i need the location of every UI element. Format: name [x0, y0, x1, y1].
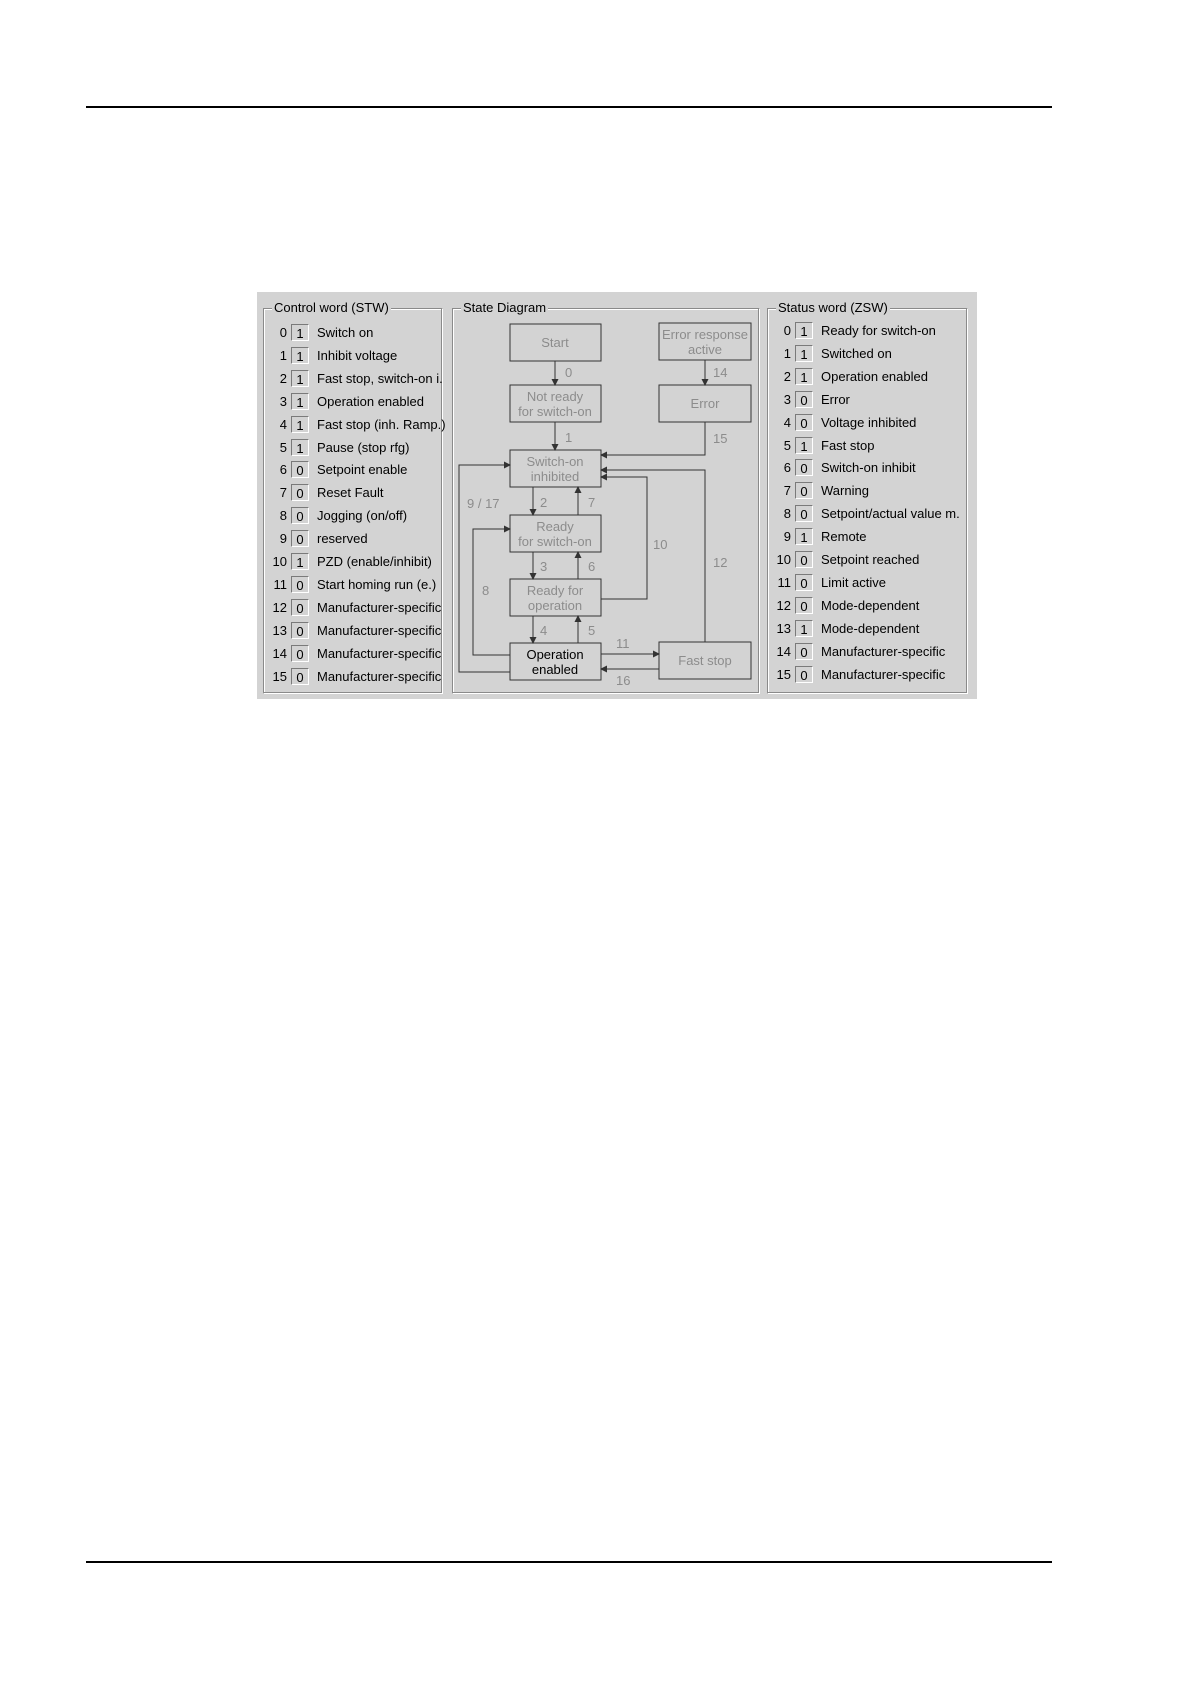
control-word-bit-value: 0 — [291, 645, 309, 662]
status-word-bit-label: Manufacturer-specific — [821, 643, 946, 659]
status-word-bit-value: 1 — [795, 322, 813, 339]
control-word-bit-label: Start homing run (e.) — [317, 576, 437, 592]
control-word-bit-row — [264, 460, 442, 480]
status-word-bit-row — [768, 367, 967, 387]
control-word-bit-number: 5 — [279, 439, 287, 455]
state-not-ready-label-2: for switch-on — [518, 404, 592, 419]
transition-7: 7 — [588, 495, 596, 510]
status-word-bit-label: Switched on — [821, 345, 892, 361]
status-word-bit-label: Switch-on inhibit — [821, 460, 916, 476]
status-word-bit-label: Mode-dependent — [821, 620, 920, 636]
control-word-bit-row — [264, 392, 442, 412]
state-ready-for-switch-on-label-1: Ready — [536, 519, 574, 534]
status-word-bit-number: 13 — [776, 620, 791, 636]
state-start-label: Start — [541, 335, 569, 350]
control-word-bit-value: 0 — [291, 622, 309, 639]
status-word-bit-label: Operation enabled — [821, 368, 928, 384]
control-word-bit-number: 3 — [279, 393, 287, 409]
control-word-bit-row — [264, 621, 442, 641]
transition-14: 14 — [713, 365, 728, 380]
control-word-bit-row — [264, 644, 442, 664]
status-word-bit-row — [768, 344, 967, 364]
bottom-rule — [86, 1561, 1052, 1563]
state-error-response-label-2: active — [688, 342, 722, 357]
status-word-bit-value: 1 — [795, 528, 813, 545]
status-word-bit-value: 0 — [795, 482, 813, 499]
transition-12: 12 — [713, 555, 728, 570]
transition-15: 15 — [713, 431, 728, 446]
status-word-bit-value: 0 — [795, 414, 813, 431]
control-word-bit-label: Switch on — [317, 325, 374, 340]
status-word-bit-number: 3 — [783, 391, 791, 407]
state-switch-on-inhibited-label-1: Switch-on — [526, 454, 584, 469]
state-ready-for-operation-label-1: Ready for — [526, 583, 584, 598]
status-word-bit-label: Ready for switch-on — [821, 323, 936, 338]
status-word-bit-row — [768, 573, 967, 593]
control-word-bit-label: Jogging (on/off) — [317, 508, 408, 524]
control-word-bit-row — [264, 483, 442, 503]
status-word-bit-number: 5 — [783, 437, 791, 453]
status-word-bit-row — [768, 665, 967, 685]
status-word-bit-row — [768, 458, 967, 478]
transition-9-17: 9 / 17 — [467, 496, 500, 511]
state-not-ready-label-1: Not ready — [526, 389, 584, 404]
status-word-bit-row — [768, 390, 967, 410]
control-word-bit-value: 1 — [291, 416, 309, 433]
control-word-bit-number: 11 — [273, 576, 287, 592]
control-word-bit-label: Fast stop (inh. Ramp.) — [317, 416, 446, 432]
status-word-bit-number: 10 — [776, 552, 791, 567]
status-word-bit-value: 0 — [795, 551, 813, 568]
transition-11: 11 — [616, 636, 630, 651]
control-word-bit-value: 0 — [291, 530, 309, 547]
transition-1: 1 — [565, 430, 573, 445]
control-word-bit-label: Pause (stop rfg) — [317, 439, 410, 455]
state-operation-enabled-label-2: enabled — [531, 662, 579, 677]
status-word-bit-value: 1 — [795, 345, 813, 362]
status-word-bit-label: Manufacturer-specific — [821, 666, 946, 682]
status-word-bit-number: 7 — [783, 483, 791, 499]
control-word-bit-row — [264, 323, 442, 343]
status-word-bit-label: Voltage inhibited — [821, 414, 917, 430]
transition-4: 4 — [540, 623, 548, 638]
status-word-bit-value: 0 — [795, 459, 813, 476]
status-word-bit-number: 0 — [783, 323, 791, 338]
transition-8: 8 — [482, 583, 490, 598]
control-word-bit-label: Inhibit voltage — [317, 347, 398, 363]
status-word-bit-label: Remote — [821, 529, 867, 545]
state-diagram-group — [452, 300, 760, 694]
status-word-bit-row — [768, 527, 967, 547]
control-word-bit-label: Manufacturer-specific — [317, 645, 442, 661]
state-ready-for-operation-label-2: operation — [527, 598, 583, 613]
status-word-bit-value: 1 — [795, 437, 813, 454]
control-word-bit-number: 14 — [272, 645, 287, 661]
status-word-bit-label: Setpoint/actual value m. — [821, 506, 960, 522]
control-word-bit-value: 1 — [291, 324, 309, 341]
control-word-bit-label: reserved — [317, 531, 368, 547]
status-word-bit-row — [768, 504, 967, 524]
transition-0: 0 — [565, 365, 573, 380]
transition-2: 2 — [540, 495, 548, 510]
status-word-bit-number: 15 — [776, 666, 791, 682]
drive-status-panel — [257, 292, 977, 699]
state-diagram-title: State Diagram — [463, 300, 547, 315]
control-word-bit-row — [264, 415, 446, 435]
status-word-bit-row — [768, 481, 967, 501]
state-fast-stop-label: Fast stop — [678, 653, 732, 668]
status-word-bit-row — [768, 321, 967, 341]
status-word-title: Status word (ZSW) — [778, 300, 888, 315]
status-word-bit-label: Error — [821, 391, 850, 407]
state-switch-on-inhibited-label-2: inhibited — [530, 469, 580, 484]
control-word-bit-label: Reset Fault — [317, 485, 384, 501]
status-word-bit-label: Limit active — [821, 574, 887, 590]
control-word-group — [263, 300, 446, 694]
control-word-bit-row — [264, 575, 442, 595]
control-word-bit-row — [264, 598, 442, 618]
status-word-bit-number: 2 — [783, 368, 791, 384]
status-word-bit-value: 0 — [795, 597, 813, 614]
top-rule — [86, 106, 1052, 108]
control-word-bit-value: 0 — [291, 484, 309, 501]
status-word-bit-value: 0 — [795, 643, 813, 660]
transition-3: 3 — [540, 559, 548, 574]
transition-6: 6 — [588, 559, 596, 574]
status-word-bit-number: 6 — [783, 460, 791, 476]
status-word-bit-label: Warning — [821, 483, 869, 499]
control-word-bit-number: 2 — [279, 370, 287, 386]
state-operation-enabled-label-1: Operation — [526, 647, 584, 662]
control-word-bit-row — [264, 438, 442, 458]
status-word-bit-row — [768, 596, 967, 616]
status-word-group — [767, 300, 968, 694]
status-word-bit-value: 1 — [795, 620, 813, 637]
control-word-bit-label: Manufacturer-specific — [317, 668, 442, 684]
status-word-bit-value: 1 — [795, 368, 813, 385]
transition-16: 16 — [616, 673, 631, 688]
control-word-bit-label: Manufacturer-specific — [317, 622, 442, 638]
control-word-bit-number: 6 — [279, 462, 287, 478]
state-diagram — [453, 309, 759, 693]
status-word-bit-value: 0 — [795, 505, 813, 522]
control-word-bit-value: 0 — [291, 668, 309, 685]
control-word-bit-value: 1 — [291, 439, 309, 456]
control-word-bit-value: 0 — [291, 599, 309, 616]
transition-10: 10 — [653, 537, 668, 552]
control-word-bit-row — [264, 346, 442, 366]
status-word-bit-number: 8 — [783, 506, 791, 522]
control-word-bit-label: Operation enabled — [317, 393, 424, 409]
status-word-bit-label: Fast stop — [821, 437, 875, 453]
control-word-bit-value: 1 — [291, 370, 309, 387]
state-error-label: Error — [690, 396, 720, 411]
status-word-bit-value: 0 — [795, 391, 813, 408]
transition-5: 5 — [588, 623, 596, 638]
control-word-bit-value: 1 — [291, 393, 309, 410]
status-word-bit-row — [768, 642, 967, 662]
control-word-bit-value: 0 — [291, 461, 309, 478]
control-word-bit-row — [264, 369, 442, 389]
control-word-bit-number: 10 — [272, 554, 287, 569]
control-word-bit-value: 0 — [291, 507, 309, 524]
status-word-bit-number: 1 — [783, 345, 791, 361]
control-word-bit-value: 0 — [291, 576, 309, 593]
control-word-bit-number: 4 — [279, 416, 287, 432]
control-word-bit-number: 12 — [272, 599, 287, 615]
status-word-bit-number: 4 — [783, 414, 791, 430]
control-word-bit-value: 1 — [291, 553, 309, 570]
control-word-bit-row — [264, 529, 442, 549]
state-error-response-label-1: Error response — [662, 327, 748, 342]
status-word-bit-number: 11 — [777, 574, 791, 590]
control-word-bit-label: Manufacturer-specific — [317, 599, 442, 615]
control-word-bit-row — [264, 667, 442, 687]
status-word-bit-label: Mode-dependent — [821, 597, 920, 613]
status-word-bit-value: 0 — [795, 574, 813, 591]
control-word-bit-number: 0 — [279, 325, 287, 340]
control-word-bit-number: 7 — [279, 485, 287, 501]
control-word-bit-number: 8 — [279, 508, 287, 524]
status-word-bit-row — [768, 619, 967, 639]
control-word-title: Control word (STW) — [274, 300, 389, 315]
status-word-bit-row — [768, 550, 967, 570]
control-word-bit-label: Fast stop, switch-on i. — [317, 370, 443, 386]
control-word-bit-row — [264, 506, 442, 526]
control-word-bit-number: 9 — [279, 531, 287, 547]
control-word-bit-number: 1 — [279, 347, 287, 363]
control-word-bit-row — [264, 552, 442, 572]
status-word-bit-number: 14 — [776, 643, 791, 659]
control-word-bit-number: 15 — [272, 668, 287, 684]
status-word-bit-value: 0 — [795, 666, 813, 683]
state-ready-for-switch-on-label-2: for switch-on — [518, 534, 592, 549]
status-word-bit-row — [768, 436, 967, 456]
status-word-bit-number: 9 — [783, 529, 791, 545]
control-word-bit-label: Setpoint enable — [317, 462, 408, 478]
control-word-bit-value: 1 — [291, 347, 309, 364]
status-word-bit-number: 12 — [776, 597, 791, 613]
control-word-bit-number: 13 — [272, 622, 287, 638]
control-word-bit-label: PZD (enable/inhibit) — [317, 554, 432, 569]
status-word-bit-row — [768, 413, 967, 433]
status-word-bit-label: Setpoint reached — [821, 552, 920, 567]
